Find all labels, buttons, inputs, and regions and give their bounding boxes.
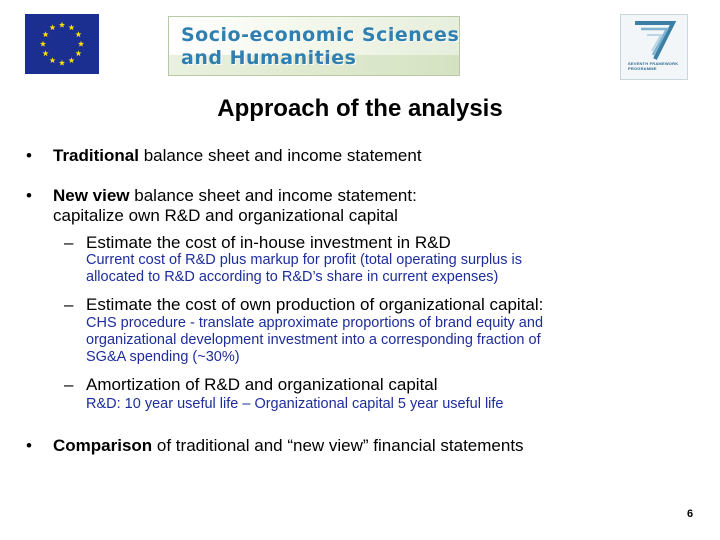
eu-stars-icon bbox=[26, 15, 98, 73]
subitem-2-dash: – bbox=[64, 295, 74, 314]
fp7-seven-icon bbox=[621, 15, 687, 61]
eu-star-icon bbox=[78, 41, 84, 47]
bullet-1-text: balance sheet and income statement bbox=[138, 146, 422, 165]
eu-star-icon bbox=[40, 41, 46, 47]
bullet-1 bbox=[53, 146, 422, 166]
ssh-banner-logo bbox=[168, 16, 460, 76]
eu-star-icon bbox=[68, 24, 74, 30]
page-number: 6 bbox=[687, 508, 694, 520]
bullet-2-marker: • bbox=[26, 186, 32, 205]
eu-star-icon bbox=[59, 22, 65, 28]
bullet-2-continuation: capitalize own R&D and organizational capital bbox=[53, 206, 398, 225]
subitem-1-detail-1: Current cost of R&D plus markup for profit (total operating surplus is bbox=[86, 252, 522, 268]
subitem-3-dash: – bbox=[64, 375, 74, 394]
eu-flag-icon bbox=[25, 14, 99, 74]
bullet-1-marker: • bbox=[26, 146, 32, 165]
eu-star-icon bbox=[59, 60, 65, 66]
bullet-2-bold: New view bbox=[53, 186, 130, 205]
eu-star-icon bbox=[75, 50, 81, 56]
bullet-2-text: balance sheet and income statement: bbox=[129, 186, 417, 205]
eu-star-icon bbox=[75, 31, 81, 37]
bullet-3-bold: Comparison bbox=[53, 436, 153, 455]
subitem-1-detail-2: allocated to R&D according to R&D’s share in current expenses) bbox=[86, 269, 499, 285]
eu-star-icon bbox=[49, 57, 55, 63]
eu-star-icon bbox=[43, 31, 49, 37]
slide-title: Approach of the analysis bbox=[217, 95, 503, 122]
subitem-2: Estimate the cost of own production of organizational capital: bbox=[86, 295, 544, 314]
banner-line2: and Humanities bbox=[181, 47, 357, 69]
subitem-1: Estimate the cost of in-house investment in R&D bbox=[86, 233, 451, 252]
fp7-logo bbox=[620, 14, 688, 80]
subitem-3: Amortization of R&D and organizational capital bbox=[86, 375, 438, 394]
subitem-2-detail-2: organizational development investment into a corresponding fraction of bbox=[86, 332, 541, 348]
eu-star-icon bbox=[49, 24, 55, 30]
subitem-2-detail-1: CHS procedure - translate approximate proportions of brand equity and bbox=[86, 315, 544, 331]
bullet-3-marker: • bbox=[26, 436, 32, 455]
fp7-text: SEVENTH FRAMEWORK PROGRAMME bbox=[628, 61, 679, 71]
bullet-2 bbox=[53, 186, 417, 206]
subitem-2-detail-3: SG&A spending (~30%) bbox=[86, 349, 240, 365]
subitem-3-detail-1: R&D: 10 year useful life – Organizational capital 5 year useful life bbox=[86, 396, 504, 412]
subitem-1-dash: – bbox=[64, 233, 74, 252]
bullet-1-bold: Traditional bbox=[53, 146, 139, 165]
bullet-3 bbox=[53, 436, 524, 456]
eu-star-icon bbox=[43, 50, 49, 56]
bullet-3-text: of traditional and “new view” financial statements bbox=[152, 436, 524, 455]
eu-star-icon bbox=[68, 57, 74, 63]
banner-line1: Socio-economic Sciences bbox=[181, 24, 460, 46]
